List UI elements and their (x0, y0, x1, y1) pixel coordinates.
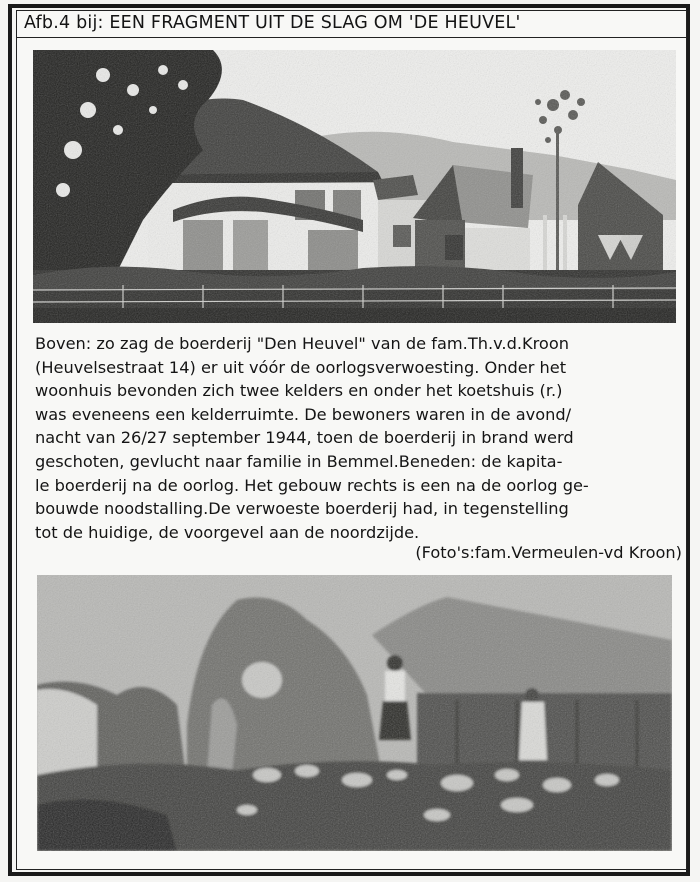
caption-line: (Heuvelsestraat 14) er uit vóór de oorlogsverwoesting. Onder het (35, 357, 567, 377)
caption-line: Boven: zo zag de boerderij "Den Heuvel" van de fam.Th.v.d.Kroon (35, 334, 569, 353)
farmhouse-ruins-image (37, 575, 672, 851)
farmhouse-before-image (33, 50, 676, 323)
document-title: Afb.4 bij: EEN FRAGMENT UIT DE SLAG OM 'DE HEUVEL' (24, 13, 521, 33)
photo-farmhouse-before (33, 50, 676, 323)
caption-line: nacht van 26/27 september 1944, toen de boerderij in brand werd (35, 428, 574, 448)
caption-text (35, 332, 683, 544)
photo-farmhouse-ruins (37, 575, 672, 851)
title-bar (16, 10, 687, 38)
caption-line: le boerderij na de oorlog. Het gebouw rechts is een na de oorlog ge- (35, 475, 589, 495)
caption-line: tot de huidige, de voorgevel aan de noordzijde. (35, 522, 420, 542)
caption-line: was eveneens een kelderruimte. De bewoners waren in de avond/ (35, 404, 572, 424)
caption-line: woonhuis bevonden zich twee kelders en onder het koetshuis (r.) (35, 381, 563, 401)
caption-line: bouwde noodstalling.De verwoeste boerderij had, in tegenstelling (35, 499, 569, 519)
caption-line: geschoten, gevlucht naar familie in Bemmel.Beneden: de kapita- (35, 451, 563, 471)
photo-credit: (Foto's:fam.Vermeulen-vd Kroon) (415, 543, 682, 562)
